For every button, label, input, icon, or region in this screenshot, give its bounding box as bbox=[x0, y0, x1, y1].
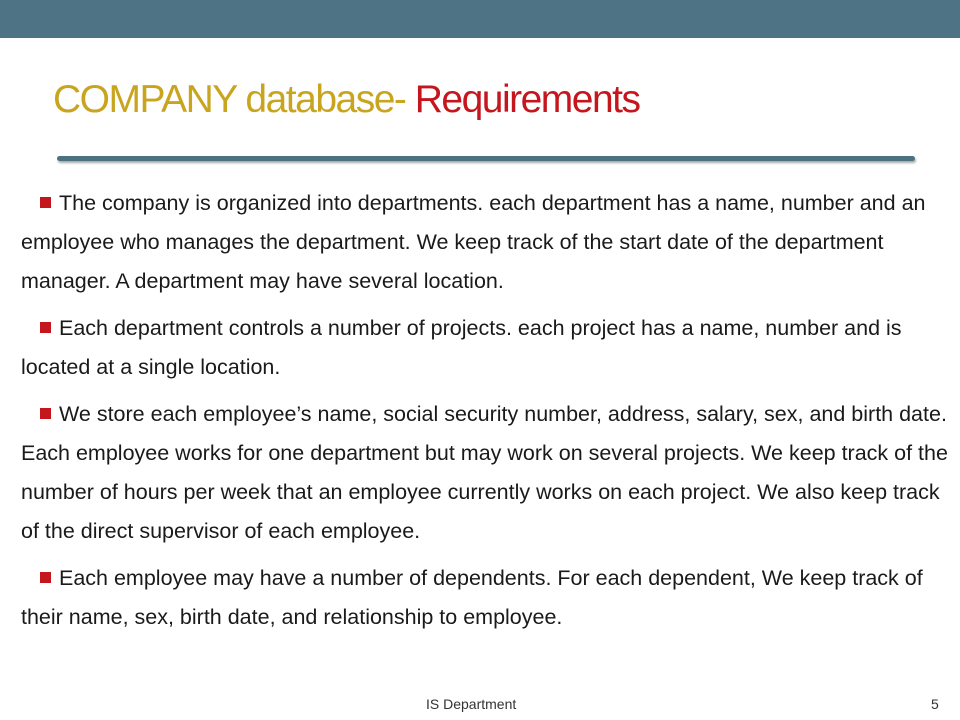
bullet-text: The company is organized into departments. each department has a name, number and an employee who manages the department. We keep track of the start date of the department manager. A department may have several location. bbox=[21, 191, 926, 293]
bullet-text: Each department controls a number of projects. each project has a name, number and is located at a single location. bbox=[21, 316, 902, 379]
footer-department: IS Department bbox=[426, 696, 517, 712]
square-bullet-icon bbox=[40, 322, 51, 333]
header-bar bbox=[0, 0, 960, 38]
bullet-list bbox=[21, 184, 951, 645]
slide-title-main: COMPANY database- bbox=[53, 78, 415, 121]
square-bullet-icon bbox=[40, 572, 51, 583]
page-number: 5 bbox=[931, 696, 939, 712]
title-divider bbox=[57, 156, 915, 161]
slide-title-accent: Requirements bbox=[414, 78, 640, 121]
bullet-text: We store each employee’s name, social security number, address, salary, sex, and birth date. Each employee works for one department but may work on several projects. We keep track of the number of hours per week that an employee currently works on each project. We also keep track of the direct supervisor of each employee. bbox=[21, 402, 948, 543]
bullet-item-employees bbox=[21, 395, 951, 551]
slide-title bbox=[53, 76, 640, 124]
bullet-text: Each employee may have a number of dependents. For each dependent, We keep track of their name, sex, birth date, and relationship to employee. bbox=[21, 566, 923, 629]
square-bullet-icon bbox=[40, 408, 51, 419]
bullet-item-departments bbox=[21, 184, 951, 301]
square-bullet-icon bbox=[40, 197, 51, 208]
bullet-item-dependents bbox=[21, 559, 951, 637]
bullet-item-projects bbox=[21, 309, 951, 387]
